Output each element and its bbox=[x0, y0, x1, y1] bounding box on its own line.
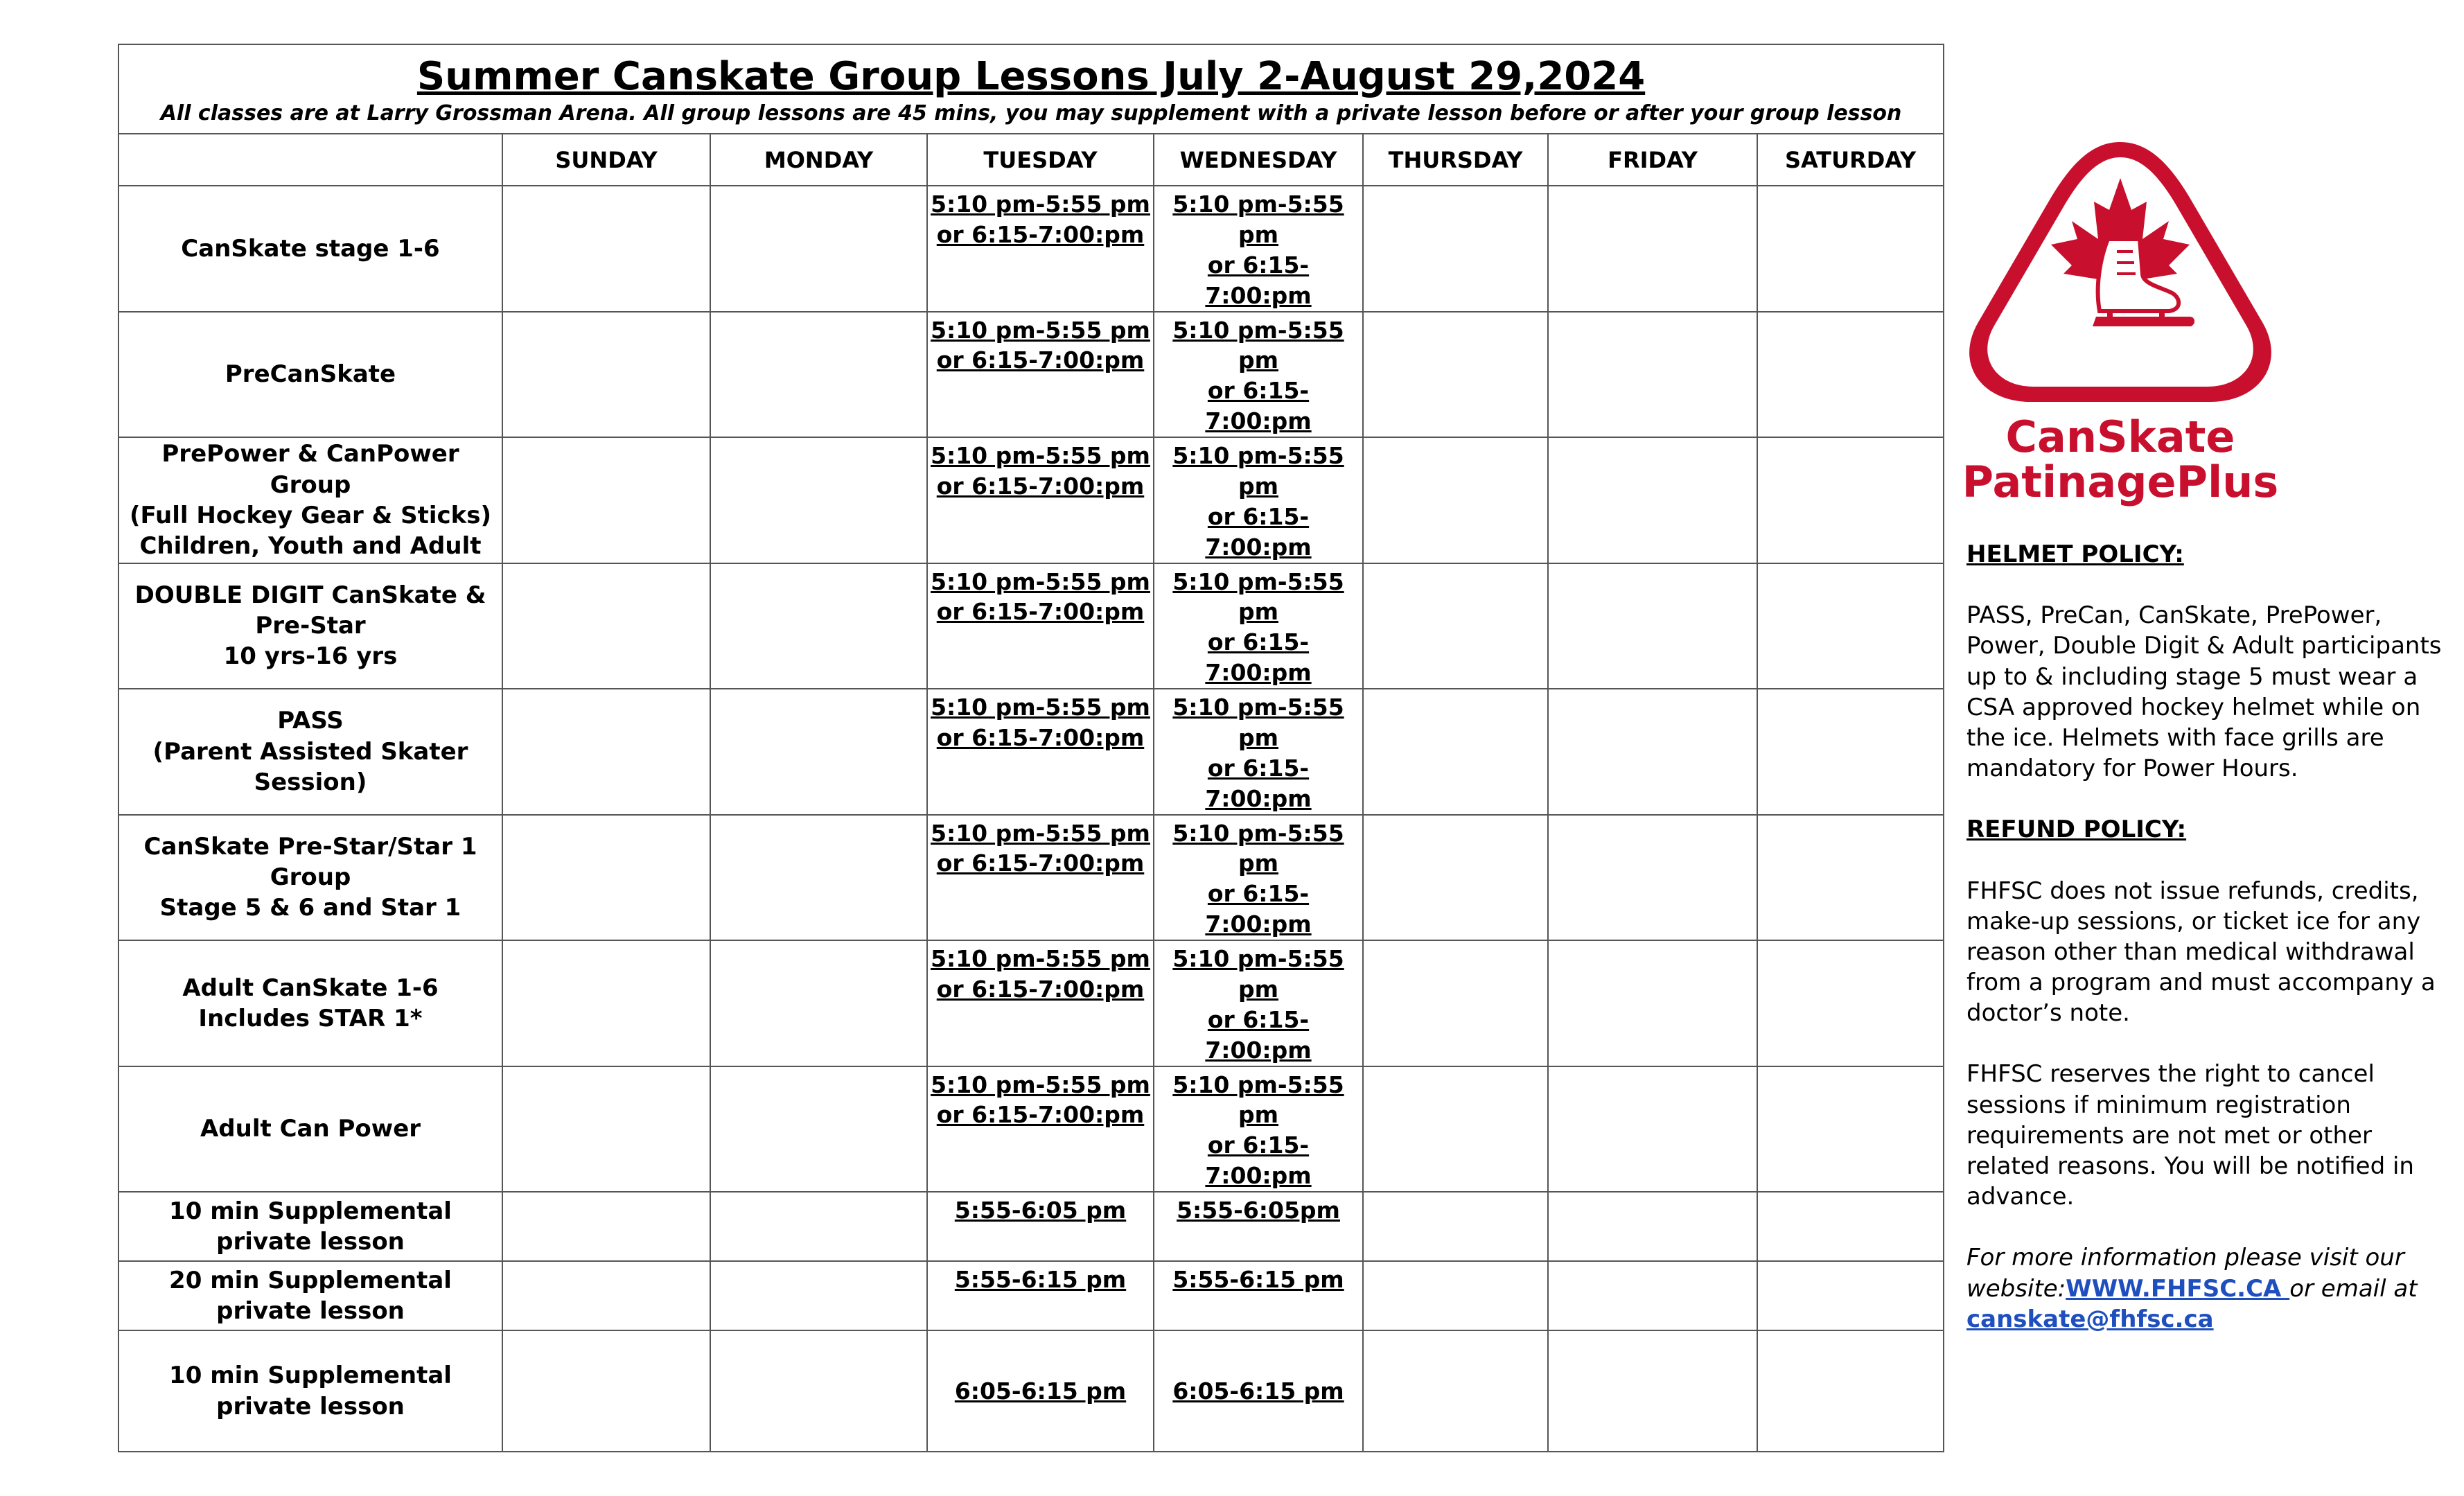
empty-cell bbox=[1548, 940, 1757, 1066]
corner-cell bbox=[118, 134, 502, 186]
empty-cell bbox=[1548, 1330, 1757, 1452]
refund-policy-heading: REFUND POLICY: bbox=[1966, 816, 2187, 844]
day-header-monday: MONDAY bbox=[710, 134, 927, 186]
title-row bbox=[118, 44, 1944, 134]
table-row bbox=[118, 815, 1944, 941]
empty-cell bbox=[502, 1066, 710, 1193]
empty-cell bbox=[710, 1330, 927, 1452]
empty-cell bbox=[1757, 1261, 1944, 1330]
row-label: Adult CanSkate 1-6 Includes STAR 1* bbox=[118, 940, 502, 1066]
helmet-policy-heading: HELMET POLICY: bbox=[1966, 540, 2184, 568]
empty-cell bbox=[1363, 563, 1548, 689]
day-header-thursday: THURSDAY bbox=[1363, 134, 1548, 186]
refund-policy-text: FHFSC does not issue refunds, credits, make-up sessions, or ticket ice for any reason other than medical withdrawal from a program and must accompany a doctor’s note. bbox=[1966, 877, 2436, 1028]
more-info-prefix: For more information please visit our website: bbox=[1966, 1244, 2404, 1303]
wednesday-time: 5:10 pm-5:55 pm or 6:15- 7:00:pm bbox=[1154, 1066, 1363, 1193]
wednesday-time: 5:55-6:15 pm bbox=[1154, 1261, 1363, 1330]
empty-cell bbox=[710, 1192, 927, 1261]
tuesday-time: 5:10 pm-5:55 pm or 6:15-7:00:pm bbox=[927, 689, 1154, 815]
table-row bbox=[118, 312, 1944, 438]
empty-cell bbox=[1363, 437, 1548, 563]
empty-cell bbox=[1757, 437, 1944, 563]
wednesday-time: 5:10 pm-5:55 pm or 6:15- 7:00:pm bbox=[1154, 563, 1363, 689]
empty-cell bbox=[1363, 1066, 1548, 1193]
empty-cell bbox=[1757, 312, 1944, 438]
empty-cell bbox=[1757, 1192, 1944, 1261]
wednesday-time: 5:10 pm-5:55 pm or 6:15- 7:00:pm bbox=[1154, 940, 1363, 1066]
empty-cell bbox=[1548, 563, 1757, 689]
tuesday-time: 5:10 pm-5:55 pm or 6:15-7:00:pm bbox=[927, 1066, 1154, 1193]
page-subtitle: All classes are at Larry Grossman Arena. All group lessons are 45 mins, you may supplement with a private lesson before or after your group lesson bbox=[160, 100, 1902, 125]
empty-cell bbox=[710, 186, 927, 312]
row-label: DOUBLE DIGIT CanSkate & Pre-Star 10 yrs-16 yrs bbox=[118, 563, 502, 689]
email-link[interactable]: canskate@fhfsc.ca bbox=[1966, 1305, 2214, 1333]
empty-cell bbox=[1757, 689, 1944, 815]
row-label: PrePower & CanPower Group (Full Hockey Gear & Sticks) Children, Youth and Adult bbox=[118, 437, 502, 563]
empty-cell bbox=[1757, 815, 1944, 941]
empty-cell bbox=[1757, 1066, 1944, 1193]
tuesday-time: 5:10 pm-5:55 pm or 6:15-7:00:pm bbox=[927, 312, 1154, 438]
wednesday-time: 5:10 pm-5:55 pm or 6:15- 7:00:pm bbox=[1154, 689, 1363, 815]
page-title: Summer Canskate Group Lessons July 2-August 29,2024 bbox=[416, 53, 1646, 99]
table-row bbox=[118, 940, 1944, 1066]
empty-cell bbox=[502, 940, 710, 1066]
empty-cell bbox=[1757, 940, 1944, 1066]
table-row bbox=[118, 1330, 1944, 1452]
row-label: PreCanSkate bbox=[118, 312, 502, 438]
table-row bbox=[118, 563, 1944, 689]
row-label: Adult Can Power bbox=[118, 1066, 502, 1193]
empty-cell bbox=[710, 437, 927, 563]
table-row bbox=[118, 186, 1944, 312]
empty-cell bbox=[502, 1330, 710, 1452]
empty-cell bbox=[1548, 186, 1757, 312]
policy-panel bbox=[1966, 539, 2452, 1335]
empty-cell bbox=[1363, 1192, 1548, 1261]
more-info-text bbox=[1966, 1242, 2452, 1335]
empty-cell bbox=[1548, 1066, 1757, 1193]
empty-cell bbox=[1757, 186, 1944, 312]
table-row bbox=[118, 1192, 1944, 1261]
empty-cell bbox=[502, 186, 710, 312]
empty-cell bbox=[502, 1192, 710, 1261]
empty-cell bbox=[1363, 940, 1548, 1066]
row-label: 20 min Supplemental private lesson bbox=[118, 1261, 502, 1330]
brand-name-line2: PatinagePlus bbox=[1962, 457, 2279, 507]
empty-cell bbox=[1548, 312, 1757, 438]
tuesday-time: 5:10 pm-5:55 pm or 6:15-7:00:pm bbox=[927, 186, 1154, 312]
day-header-friday: FRIDAY bbox=[1548, 134, 1757, 186]
brand-name-line1: CanSkate bbox=[2005, 412, 2235, 462]
wednesday-time: 6:05-6:15 pm bbox=[1154, 1330, 1363, 1452]
wednesday-time: 5:10 pm-5:55 pm or 6:15- 7:00:pm bbox=[1154, 312, 1363, 438]
empty-cell bbox=[1548, 689, 1757, 815]
empty-cell bbox=[502, 815, 710, 941]
empty-cell bbox=[1363, 1261, 1548, 1330]
empty-cell bbox=[1363, 689, 1548, 815]
website-link[interactable]: WWW.FHFSC.CA bbox=[2066, 1274, 2290, 1303]
empty-cell bbox=[1363, 186, 1548, 312]
empty-cell bbox=[502, 563, 710, 689]
row-label: 10 min Supplemental private lesson bbox=[118, 1192, 502, 1261]
day-header-saturday: SATURDAY bbox=[1757, 134, 1944, 186]
more-info-middle: or email at bbox=[2289, 1274, 2418, 1303]
empty-cell bbox=[710, 1261, 927, 1330]
table-row bbox=[118, 689, 1944, 815]
row-label: CanSkate Pre-Star/Star 1 Group Stage 5 & 6 and Star 1 bbox=[118, 815, 502, 941]
tuesday-time: 5:55-6:15 pm bbox=[927, 1261, 1154, 1330]
tuesday-time: 5:10 pm-5:55 pm or 6:15-7:00:pm bbox=[927, 940, 1154, 1066]
maple-leaf-skate-icon bbox=[1961, 135, 2280, 409]
tuesday-time: 5:10 pm-5:55 pm or 6:15-7:00:pm bbox=[927, 563, 1154, 689]
row-label: CanSkate stage 1-6 bbox=[118, 186, 502, 312]
empty-cell bbox=[1363, 1330, 1548, 1452]
helmet-policy-text: PASS, PreCan, CanSkate, PrePower, Power, Double Digit & Adult participants up to & including stage 5 must wear a CSA approved hockey helmet while on the ice. Helmets with face grills are mandatory for Power Hours. bbox=[1966, 601, 2442, 783]
day-header-sunday: SUNDAY bbox=[502, 134, 710, 186]
empty-cell bbox=[502, 689, 710, 815]
tuesday-time: 5:10 pm-5:55 pm or 6:15-7:00:pm bbox=[927, 437, 1154, 563]
empty-cell bbox=[710, 689, 927, 815]
title-cell bbox=[118, 44, 1944, 134]
empty-cell bbox=[1548, 815, 1757, 941]
wednesday-time: 5:10 pm-5:55 pm or 6:15- 7:00:pm bbox=[1154, 186, 1363, 312]
empty-cell bbox=[710, 1066, 927, 1193]
table-row bbox=[118, 437, 1944, 563]
schedule-table bbox=[118, 44, 1944, 1452]
empty-cell bbox=[710, 940, 927, 1066]
table-row bbox=[118, 1261, 1944, 1330]
tuesday-time: 5:55-6:05 pm bbox=[927, 1192, 1154, 1261]
empty-cell bbox=[710, 815, 927, 941]
empty-cell bbox=[502, 1261, 710, 1330]
cancel-policy-text: FHFSC reserves the right to cancel sessions if minimum registration requirements are not met or other related reasons. You will be notified in advance. bbox=[1966, 1060, 2414, 1211]
empty-cell bbox=[1548, 1192, 1757, 1261]
day-header-wednesday: WEDNESDAY bbox=[1154, 134, 1363, 186]
wednesday-time: 5:10 pm-5:55 pm or 6:15- 7:00:pm bbox=[1154, 815, 1363, 941]
empty-cell bbox=[710, 312, 927, 438]
empty-cell bbox=[1757, 1330, 1944, 1452]
empty-cell bbox=[1757, 563, 1944, 689]
empty-cell bbox=[1363, 312, 1548, 438]
tuesday-time: 6:05-6:15 pm bbox=[927, 1330, 1154, 1452]
empty-cell bbox=[1363, 815, 1548, 941]
table-row bbox=[118, 1066, 1944, 1193]
empty-cell bbox=[1548, 1261, 1757, 1330]
empty-cell bbox=[502, 437, 710, 563]
empty-cell bbox=[710, 563, 927, 689]
tuesday-time: 5:10 pm-5:55 pm or 6:15-7:00:pm bbox=[927, 815, 1154, 941]
row-label: 10 min Supplemental private lesson bbox=[118, 1330, 502, 1452]
day-header-row bbox=[118, 134, 1944, 186]
row-label: PASS (Parent Assisted Skater Session) bbox=[118, 689, 502, 815]
wednesday-time: 5:55-6:05pm bbox=[1154, 1192, 1363, 1261]
wednesday-time: 5:10 pm-5:55 pm or 6:15- 7:00:pm bbox=[1154, 437, 1363, 563]
empty-cell bbox=[502, 312, 710, 438]
day-header-tuesday: TUESDAY bbox=[927, 134, 1154, 186]
empty-cell bbox=[1548, 437, 1757, 563]
